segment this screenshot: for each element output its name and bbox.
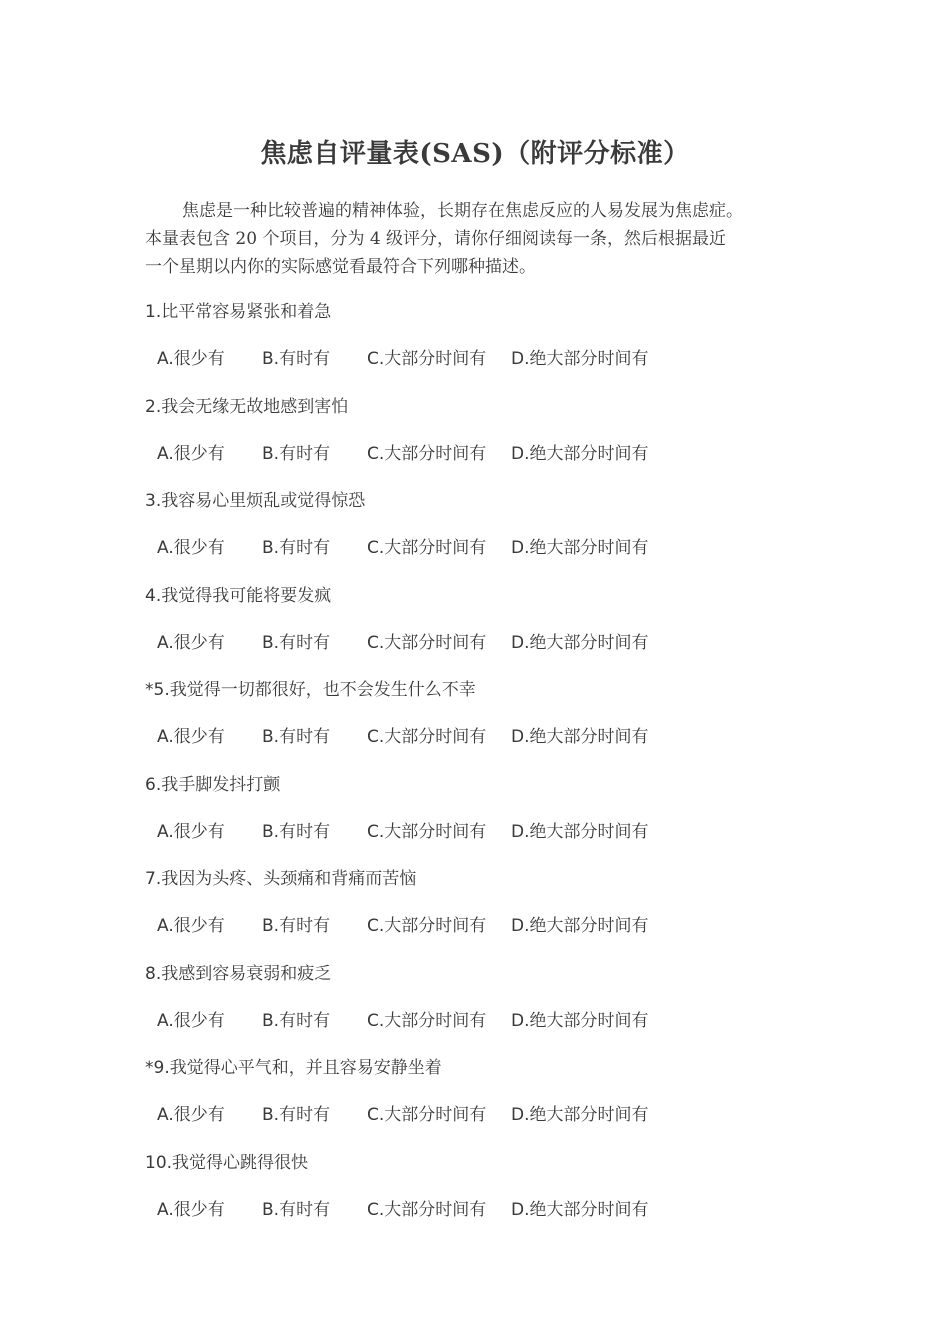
question-label: 我容易心里烦乱或觉得惊恐 [161,491,366,511]
option-c[interactable] [367,1195,486,1220]
option-label: 有时有 [279,822,331,842]
option-label: 很少有 [173,1011,225,1031]
question-text [145,675,476,700]
intro-line: 一个星期以内你的实际感觉看最符合下列哪种描述。 [145,257,536,277]
question-number: 4. [145,586,162,606]
option-letter: B. [262,444,280,464]
option-label: 绝大部分时间有 [529,727,649,747]
option-letter: D. [511,538,530,558]
option-label: 很少有 [173,727,225,747]
option-label: 大部分时间有 [384,1105,487,1125]
option-d[interactable] [511,722,649,747]
option-b[interactable] [262,722,330,747]
option-label: 有时有 [279,444,331,464]
option-letter: B. [262,916,280,936]
option-label: 大部分时间有 [384,349,487,369]
option-letter: B. [262,538,280,558]
option-letter: D. [511,633,530,653]
option-label: 绝大部分时间有 [529,633,649,653]
option-label: 有时有 [279,349,331,369]
option-a[interactable] [157,911,225,936]
option-letter: D. [511,1011,530,1031]
option-label: 有时有 [279,727,331,747]
intro-paragraph [145,197,825,281]
option-a[interactable] [157,1100,225,1125]
option-c[interactable] [367,344,486,369]
option-label: 绝大部分时间有 [529,1105,649,1125]
question-number: 6. [145,775,162,795]
option-d[interactable] [511,344,649,369]
option-a[interactable] [157,1006,225,1031]
option-b[interactable] [262,817,330,842]
option-label: 绝大部分时间有 [529,916,649,936]
option-label: 绝大部分时间有 [529,822,649,842]
option-b[interactable] [262,1006,330,1031]
option-label: 绝大部分时间有 [529,349,649,369]
question-label: 我觉得心跳得很快 [172,1153,309,1173]
option-letter: A. [157,822,174,842]
question-label: 我觉得一切都很好，也不会发生什么不幸 [169,680,476,700]
option-letter: A. [157,444,174,464]
question-label: 我手脚发抖打颤 [161,775,281,795]
option-letter: D. [511,822,530,842]
option-label: 很少有 [173,1105,225,1125]
question-number: *9. [145,1058,170,1078]
question-label: 我因为头疼、头颈痛和背痛而苦恼 [161,869,417,889]
option-d[interactable] [511,628,649,653]
question-label: 比平常容易紧张和着急 [161,302,332,322]
option-label: 绝大部分时间有 [529,444,649,464]
question-text [145,959,331,984]
option-letter: B. [262,1105,280,1125]
option-c[interactable] [367,817,486,842]
question-text [145,392,348,417]
question-number: 10. [145,1153,173,1173]
option-d[interactable] [511,911,649,936]
option-label: 很少有 [173,633,225,653]
option-label: 很少有 [173,916,225,936]
option-d[interactable] [511,817,649,842]
option-label: 很少有 [173,538,225,558]
intro-line: 本量表包含 20 个项目，分为 4 级评分，请你仔细阅读每一条，然后根据最近 [145,229,727,249]
option-letter: B. [262,1200,280,1220]
option-b[interactable] [262,911,330,936]
option-label: 很少有 [173,822,225,842]
option-letter: C. [367,1011,385,1031]
option-a[interactable] [157,1195,225,1220]
option-c[interactable] [367,439,486,464]
option-label: 大部分时间有 [384,444,487,464]
question-number: 1. [145,302,162,322]
option-c[interactable] [367,911,486,936]
option-letter: B. [262,349,280,369]
option-letter: A. [157,1105,174,1125]
option-letter: A. [157,349,174,369]
option-letter: A. [157,727,174,747]
option-label: 大部分时间有 [384,633,487,653]
option-label: 大部分时间有 [384,727,487,747]
option-letter: A. [157,633,174,653]
option-letter: D. [511,1105,530,1125]
option-b[interactable] [262,439,330,464]
question-text [145,1148,308,1173]
option-letter: C. [367,349,385,369]
question-text [145,297,331,322]
option-b[interactable] [262,1100,330,1125]
option-letter: D. [511,727,530,747]
option-label: 有时有 [279,1200,331,1220]
question-number: 3. [145,491,162,511]
option-b[interactable] [262,533,330,558]
option-letter: B. [262,1011,280,1031]
option-d[interactable] [511,1006,649,1031]
option-letter: C. [367,727,385,747]
option-letter: C. [367,916,385,936]
option-letter: C. [367,633,385,653]
option-label: 绝大部分时间有 [529,1200,649,1220]
option-letter: A. [157,1011,174,1031]
option-letter: C. [367,1200,385,1220]
question-text [145,581,331,606]
option-letter: B. [262,727,280,747]
option-b[interactable] [262,344,330,369]
option-label: 大部分时间有 [384,538,487,558]
option-c[interactable] [367,1100,486,1125]
option-c[interactable] [367,1006,486,1031]
question-text [145,770,280,795]
option-label: 大部分时间有 [384,822,487,842]
option-b[interactable] [262,628,330,653]
option-letter: A. [157,1200,174,1220]
option-label: 大部分时间有 [384,916,487,936]
option-letter: C. [367,1105,385,1125]
option-label: 绝大部分时间有 [529,1011,649,1031]
question-label: 我感到容易衰弱和疲乏 [161,964,332,984]
option-letter: C. [367,538,385,558]
option-label: 绝大部分时间有 [529,538,649,558]
option-c[interactable] [367,533,486,558]
question-label: 我觉得我可能将要发疯 [161,586,332,606]
option-label: 有时有 [279,633,331,653]
option-label: 很少有 [173,444,225,464]
option-letter: D. [511,916,530,936]
question-label: 我觉得心平气和，并且容易安静坐着 [169,1058,442,1078]
option-c[interactable] [367,628,486,653]
option-a[interactable] [157,344,225,369]
option-a[interactable] [157,533,225,558]
option-letter: A. [157,538,174,558]
option-label: 有时有 [279,916,331,936]
option-label: 很少有 [173,1200,225,1220]
option-letter: D. [511,1200,530,1220]
document-title: 焦虑自评量表(SAS)（附评分标准） [260,139,690,169]
option-d[interactable] [511,533,649,558]
question-number: 8. [145,964,162,984]
option-label: 大部分时间有 [384,1011,487,1031]
option-d[interactable] [511,439,649,464]
option-letter: B. [262,822,280,842]
option-label: 很少有 [173,349,225,369]
question-label: 我会无缘无故地感到害怕 [161,397,349,417]
option-letter: A. [157,916,174,936]
option-letter: C. [367,822,385,842]
option-letter: D. [511,444,530,464]
option-label: 有时有 [279,1011,331,1031]
option-label: 有时有 [279,1105,331,1125]
option-letter: B. [262,633,280,653]
question-text [145,486,365,511]
option-c[interactable] [367,722,486,747]
question-text [145,1053,442,1078]
question-number: *5. [145,680,170,700]
option-a[interactable] [157,439,225,464]
option-letter: D. [511,349,530,369]
option-label: 有时有 [279,538,331,558]
option-d[interactable] [511,1195,649,1220]
option-b[interactable] [262,1195,330,1220]
intro-line: 焦虑是一种比较普遍的精神体验，长期存在焦虑反应的人易发展为焦虑症。 [182,201,743,221]
option-a[interactable] [157,817,225,842]
option-a[interactable] [157,722,225,747]
question-number: 7. [145,869,162,889]
option-d[interactable] [511,1100,649,1125]
option-letter: C. [367,444,385,464]
question-number: 2. [145,397,162,417]
option-label: 大部分时间有 [384,1200,487,1220]
option-a[interactable] [157,628,225,653]
question-text [145,864,416,889]
